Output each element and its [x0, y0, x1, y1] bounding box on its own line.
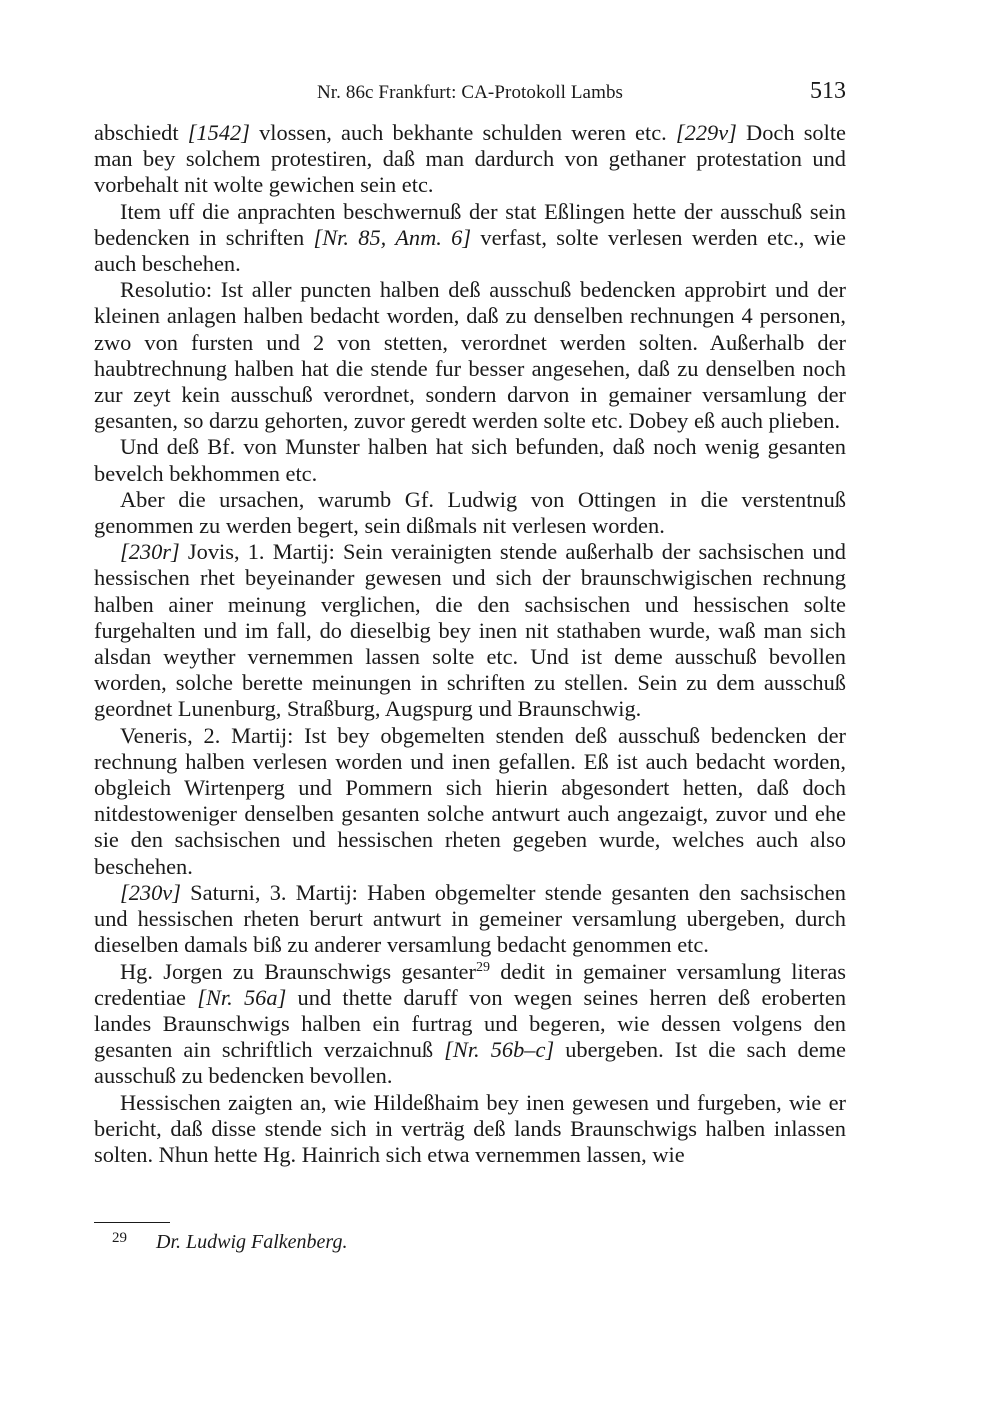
paragraph [94, 1090, 846, 1169]
paragraph [94, 120, 846, 199]
text-segment: Hg. Jorgen zu Braunschwigs gesanter [120, 958, 476, 984]
paragraph [94, 199, 846, 278]
paragraph [94, 959, 846, 1090]
paragraph [94, 277, 846, 434]
folio-reference: [1542] [187, 120, 250, 145]
folio-reference: [Nr. 56a] [197, 984, 287, 1010]
text-segment: Jovis, 1. Martij: Sein verainigten stende außerhalb der sachsischen und hessischen rhet beyeinander gewesen und sich der braunschwigischen rechnung halben ainer meinung verglichen, die den sachsischen und hessischen solte furgehalten und im fall, do dieselbig bey inen nit stathaben wurde, waß man sich alsdan weyther vernemmen lassen solte etc. Und ist deme ausschuß bevollen worden, solche berette meinungen in schriften zu stellen. Sein zu dem ausschuß geordnet Lunenburg, Straßburg, Augspurg und Braunschwig. [94, 539, 846, 722]
folio-reference: [230v] [120, 879, 181, 905]
text-segment: abschiedt [94, 120, 188, 145]
text-segment: Und deß Bf. von Munster halben hat sich befunden, daß noch wenig gesanten bevelch bekhommen etc. [94, 434, 846, 486]
paragraph [94, 539, 846, 722]
text-segment: Hessischen zaigten an, wie Hildeßhaim bey inen gewesen und furgeben, wie er bericht, daß disse stende sich in verträg deß lands Braunschwigs halben inlassen solten. Nhun hette Hg. Hainrich sich etwa vernemmen lassen, wie [94, 1089, 846, 1167]
paragraph [94, 880, 846, 959]
text-segment: Item uff die anprachten beschwernuß der stat Eßlingen hette der ausschuß sein bedencken in schriften [94, 198, 846, 250]
footnote-rule [94, 1222, 170, 1223]
paragraph [94, 434, 846, 486]
text-segment: Veneris, 2. Martij: Ist bey obgemelten stenden deß ausschuß bedencken der rechnung halben verlesen worden und inen gefallen. Eß ist auch bedacht worden, obgleich Wirtenperg und Pommern sich hierin abgesondert hetten, daß doch nitdestoweniger denselben gesanten solche antwurt auch angezaigt, zuvor und ehe sie den sachsischen und hessischen rheten gegeben wurde, welches auch also beschehen. [94, 722, 846, 879]
running-head: Nr. 86c Frankfurt: CA-Protokoll Lambs [316, 82, 624, 103]
text-segment: verfast, solte verlesen werden etc., wie auch beschehen. [94, 224, 846, 277]
text-segment: vlossen, auch bekhante schulden weren etc. [249, 120, 676, 145]
text-segment: und thette daruff von wegen seines herren deß eroberten landes Braunschwigs halben ein furtrag und begeren, wie dessen volgens den gesanten ain schriftlich verzaichnuß [94, 984, 847, 1063]
footnote-number: 29 [112, 1230, 127, 1246]
folio-reference: [Nr. 56b–c] [444, 1037, 555, 1063]
text-segment: Saturni, 3. Martij: Haben obgemelter stende gesanten den sachsischen und hessischen rheten berurt antwurt in gemeiner versamlung ubergeben, durch dieselben damals biß zu anderer versamlung bedacht genommen etc. [94, 879, 846, 958]
folio-reference: [230r] [120, 539, 180, 565]
text-segment: Doch solte man bey solchem protestiren, daß man dardurch von gethaner protestation und vorbehalt nit wolte gewichen sein etc. [94, 120, 846, 198]
folio-reference: [Nr. 85, Anm. 6] [313, 224, 472, 250]
footnote-marker: 29 [475, 959, 490, 975]
text-segment: dedit in gemainer versamlung literas credentiae [94, 958, 846, 1010]
text-segment: ubergeben. Ist die sach deme ausschuß zu bedencken bevollen. [94, 1037, 846, 1089]
paragraph [94, 487, 846, 539]
folio-reference: [229v] [675, 120, 737, 145]
footnote-text: Dr. Ludwig Falkenberg. [156, 1231, 348, 1253]
page-number: 513 [810, 78, 846, 104]
main-text [94, 120, 846, 1168]
paragraph [94, 723, 846, 880]
text-segment: Resolutio: Ist aller puncten halben deß ausschuß bedencken approbirt und der kleinen anlagen halben bedacht worden, daß zu denselben rechnungen 4 personen, zwo von fursten und 2 von stetten, verordnet werden solten. Außerhalb der haubtrechnung halben hat die stende fur besser angesehen, daß zu denselben noch zur zeyt kein ausschuß verordnet, sondern darvon in gemainer versamlung der gesanten, so darzu gehorten, zuvor geredt werden solte etc. Dobey eß auch plieben. [94, 277, 846, 434]
text-segment: Aber die ursachen, warumb Gf. Ludwig von Ottingen in die verstentnuß genommen zu werden begert, sein dißmals nit verlesen worden. [94, 486, 846, 539]
page-header [94, 78, 846, 108]
